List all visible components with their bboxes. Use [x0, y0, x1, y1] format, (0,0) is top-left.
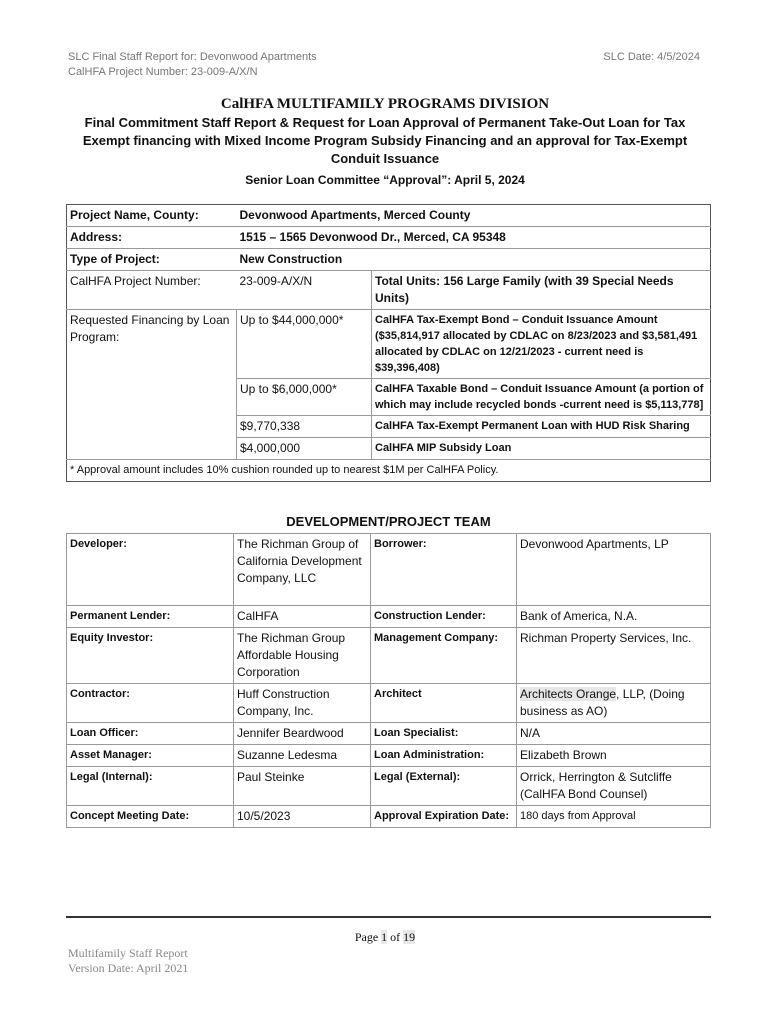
team-member-value: Paul Steinke — [234, 767, 371, 806]
team-role-label: Loan Administration: — [371, 745, 517, 767]
footer-report-name: Multifamily Staff Report — [68, 946, 188, 960]
table-row — [67, 227, 711, 249]
team-role-label: Architect — [371, 684, 517, 723]
team-member-value: Richman Property Services, Inc. — [517, 628, 711, 684]
table-row — [67, 271, 711, 310]
page-prefix: Page — [354, 930, 382, 944]
financing-program: CalHFA Tax-Exempt Permanent Loan with HUD Risk Sharing — [372, 416, 711, 438]
page-total: 19 — [403, 930, 416, 944]
header-project-line: CalHFA Project Number: 23-009-A/X/N — [68, 66, 258, 78]
approval-note: * Approval amount includes 10% cushion rounded up to nearest $1M per CalHFA Policy. — [70, 464, 499, 476]
table-row — [67, 606, 711, 628]
table-row — [67, 745, 711, 767]
financing-program: CalHFA MIP Subsidy Loan — [372, 438, 711, 460]
project-number-value: 23-009-A/X/N — [237, 271, 372, 310]
type-label: Type of Project: — [67, 249, 237, 271]
team-member-value: Suzanne Ledesma — [234, 745, 371, 767]
team-member-value: Huff Construction Company, Inc. — [234, 684, 371, 723]
team-member-value: Devonwood Apartments, LP — [517, 534, 711, 606]
table-row — [67, 723, 711, 745]
footer-divider — [66, 916, 711, 918]
team-member-value: Jennifer Beardwood — [234, 723, 371, 745]
total-units: Total Units: 156 Large Family (with 39 Special Needs Units) — [372, 271, 711, 310]
team-member-value: Orrick, Herrington & Sutcliffe (CalHFA Bond Counsel) — [517, 767, 711, 806]
team-member-value: Bank of America, N.A. — [517, 606, 711, 628]
division-title: CalHFA MULTIFAMILY PROGRAMS DIVISION — [220, 96, 550, 112]
table-row — [67, 249, 711, 271]
title-block — [60, 94, 710, 188]
team-role-label: Loan Specialist: — [371, 723, 517, 745]
page-current: 1 — [381, 930, 388, 944]
team-role-label: Approval Expiration Date: — [371, 806, 517, 828]
footer-version-block — [68, 946, 188, 976]
team-role-label: Loan Officer: — [67, 723, 234, 745]
team-member-value: Elizabeth Brown — [517, 745, 711, 767]
team-role-label: Legal (External): — [371, 767, 517, 806]
address-label: Address: — [67, 227, 237, 249]
header-slc-date: SLC Date: 4/5/2024 — [603, 51, 700, 63]
financing-amount: $9,770,338 — [237, 416, 372, 438]
table-row — [67, 628, 711, 684]
team-role-label: Developer: — [67, 534, 234, 606]
table-row — [67, 534, 711, 606]
table-row — [67, 806, 711, 828]
running-header — [68, 50, 317, 80]
team-role-label: Asset Manager: — [67, 745, 234, 767]
team-role-label: Legal (Internal): — [67, 767, 234, 806]
financing-amount: $4,000,000 — [237, 438, 372, 460]
approval-line: Senior Loan Committee “Approval”: April 5, 2024 — [245, 173, 525, 187]
table-row — [67, 767, 711, 806]
financing-amount: Up to $44,000,000* — [237, 310, 372, 379]
team-member-value: 10/5/2023 — [234, 806, 371, 828]
financing-amount: Up to $6,000,000* — [237, 379, 372, 416]
team-role-label: Borrower: — [371, 534, 517, 606]
project-name-value: Devonwood Apartments, Merced County — [237, 205, 711, 227]
team-member-value: The Richman Group of California Development Company, LLC — [234, 534, 371, 606]
table-row — [67, 460, 711, 482]
project-number-label: CalHFA Project Number: — [67, 271, 237, 310]
team-member-value — [517, 684, 711, 723]
table-row — [67, 684, 711, 723]
team-member-value: The Richman Group Affordable Housing Corporation — [234, 628, 371, 684]
team-member-value: 180 days from Approval — [517, 806, 711, 828]
team-section-title: DEVELOPMENT/PROJECT TEAM — [286, 514, 491, 529]
architect-name-highlight: Architects Orange — [520, 687, 617, 701]
team-role-label: Management Company: — [371, 628, 517, 684]
table-row — [67, 310, 711, 379]
team-role-label: Contractor: — [67, 684, 234, 723]
address-value: 1515 – 1565 Devonwood Dr., Merced, CA 95348 — [237, 227, 711, 249]
type-value: New Construction — [237, 249, 711, 271]
table-row — [67, 205, 711, 227]
report-subtitle: Final Commitment Staff Report & Request for Loan Approval of Permanent Take-Out Loan for Tax Exempt financing with Mixed Income Program Subsidy Financing and an approval for Tax-Exempt Conduit Issuance — [82, 115, 688, 166]
page-number — [0, 930, 770, 945]
team-role-label: Construction Lender: — [371, 606, 517, 628]
page-of: of — [387, 930, 404, 944]
project-team-table — [66, 533, 711, 828]
architect-name-rest: , LLP, (Doing business as AO) — [520, 687, 685, 718]
footer-version-date: Version Date: April 2021 — [68, 961, 189, 975]
team-role-label: Permanent Lender: — [67, 606, 234, 628]
project-name-label: Project Name, County: — [67, 205, 237, 227]
project-summary-table — [66, 204, 711, 482]
team-role-label: Equity Investor: — [67, 628, 234, 684]
team-role-label: Concept Meeting Date: — [67, 806, 234, 828]
team-member-value: N/A — [517, 723, 711, 745]
financing-program: CalHFA Tax-Exempt Bond – Conduit Issuance Amount ($35,814,917 allocated by CDLAC on 8/23/2023 and $3,581,491 allocated by CDLAC on 12/21/2023 - current need is $39,396,408) — [372, 310, 711, 379]
team-member-value: CalHFA — [234, 606, 371, 628]
financing-label: Requested Financing by Loan Program: — [67, 310, 237, 460]
header-report-line: SLC Final Staff Report for: Devonwood Apartments — [68, 51, 317, 63]
financing-program: CalHFA Taxable Bond – Conduit Issuance Amount (a portion of which may include recycled bonds -current need is $5,113,778] — [372, 379, 711, 416]
